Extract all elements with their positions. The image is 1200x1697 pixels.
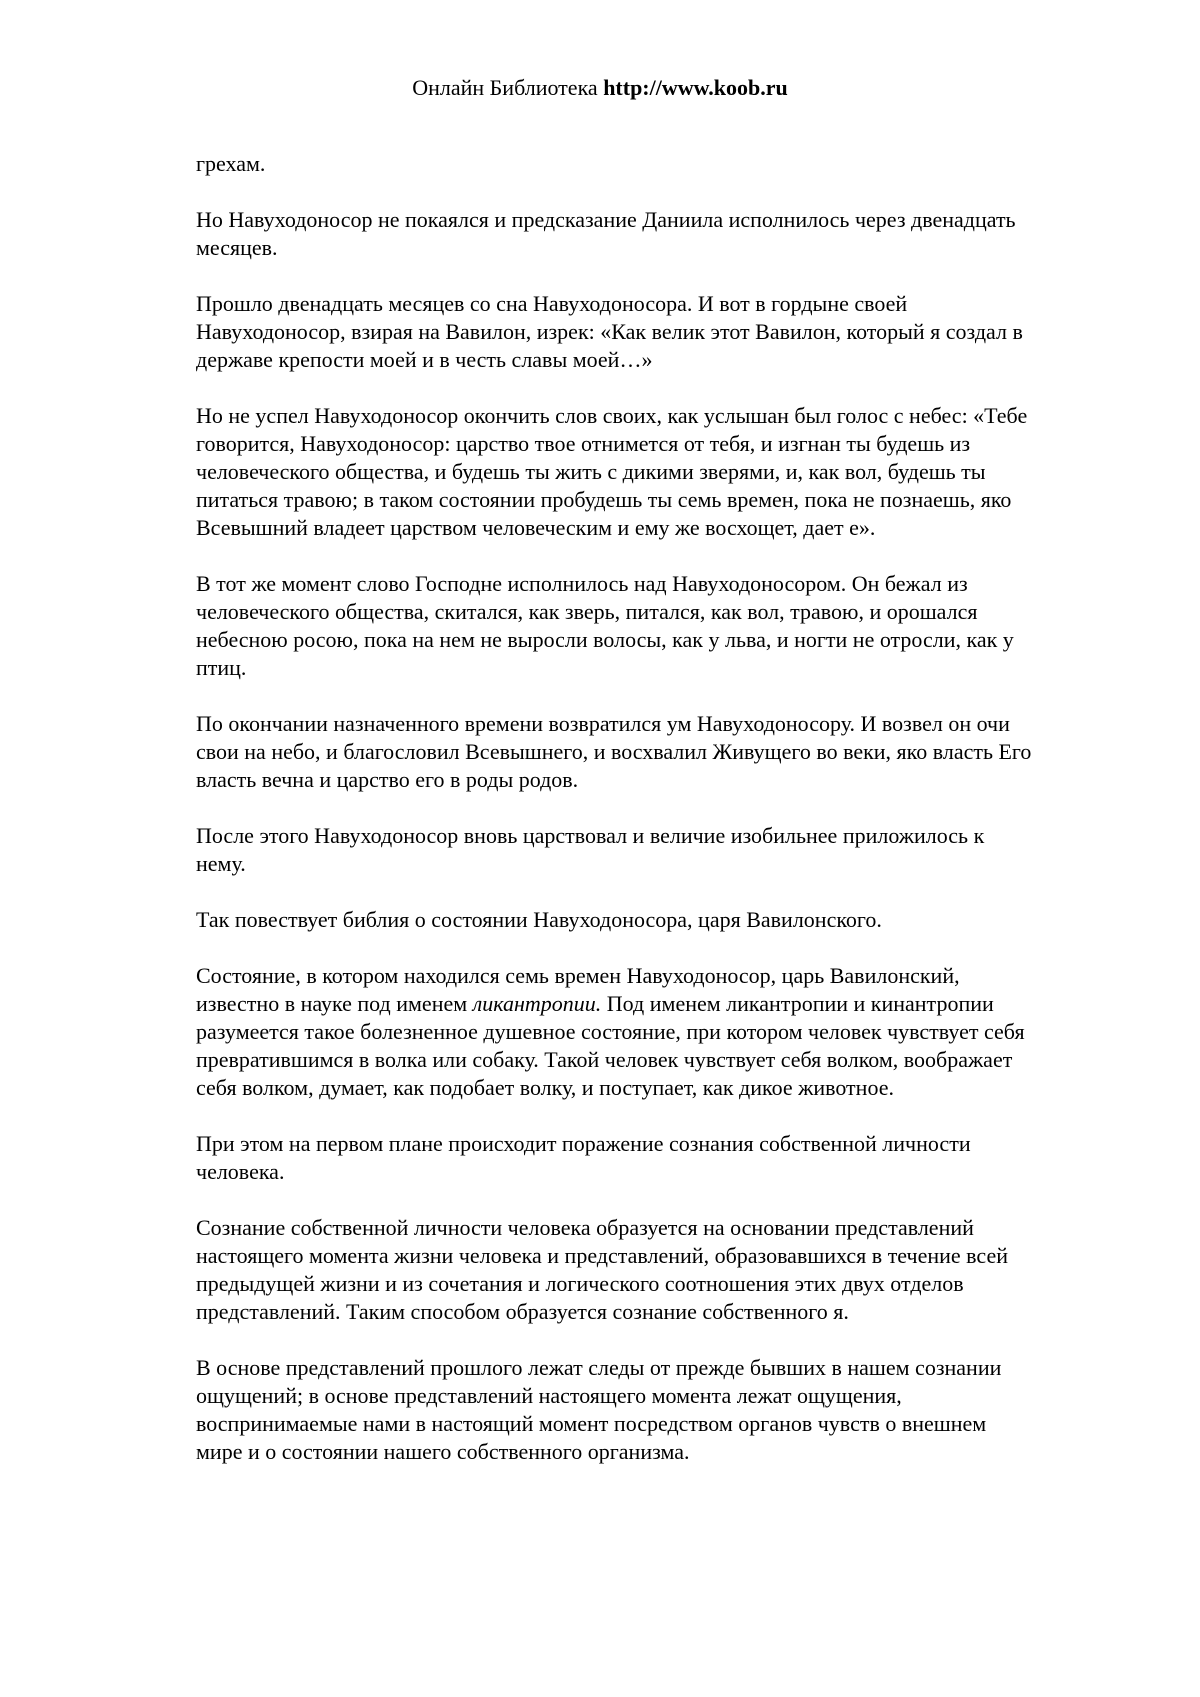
paragraph: Прошло двенадцать месяцев со сна Навуходоносора. И вот в гордыне своей Навуходоносор, взирая на Вавилон, изрек: «Как велик этот Вавилон, который я создал в державе крепости моей и в честь славы моей…»: [196, 291, 1023, 372]
paragraph: Сознание собственной личности человека образуется на основании представлений настоящего момента жизни человека и представлений, образовавшихся в течение всей предыдущей жизни и из сочетания и логического соотношения этих двух отделов представлений. Таким способом образуется сознание собственного я.: [196, 1215, 1008, 1324]
page-header: [0, 72, 1200, 104]
paragraph: В основе представлений прошлого лежат следы от прежде бывших в нашем сознании ощущений; в основе представлений настоящего момента лежат ощущения, воспринимаемые нами в настоящий момент посредством органов чувств о внешнем мире и о состоянии нашего собственного организма.: [196, 1355, 1002, 1464]
emphasized-term: ликантропии.: [472, 991, 602, 1016]
paragraph: Но не успел Навуходоносор окончить слов своих, как услышан был голос с небес: «Тебе говорится, Навуходоносор: царство твое отнимется от тебя, и изгнан ты будешь из человеческого общества, и будешь ты жить с дикими зверями, и, как вол, будешь ты питаться травою; в таком состоянии пробудешь ты семь времен, пока не познаешь, яко Всевышний владеет царством человеческим и ему же восхощет, дает е».: [196, 403, 1028, 540]
paragraph-text: Состояние, в котором находился семь времен Навуходоносор, царь Вавилонский, известно в науке под именем: [196, 963, 960, 1016]
paragraph: При этом на первом плане происходит поражение сознания собственной личности человека.: [196, 1131, 971, 1184]
paragraph: После этого Навуходоносор вновь царствовал и величие изобильнее приложилось к нему.: [196, 823, 985, 876]
paragraph: Так повествует библия о состоянии Навуходоносора, царя Вавилонского.: [196, 907, 882, 932]
body-text: [196, 150, 1036, 1494]
paragraph: грехам.: [196, 151, 266, 176]
site-url: http://www.koob.ru: [603, 75, 788, 100]
paragraph-text: Под именем ликантропии и кинантропии разумеется такое болезненное душевное состояние, при котором человек чувствует себя превратившимся в волка или собаку. Такой человек чувствует себя волком, воображает себя волком, думает, как подобает волку, и поступает, как дикое животное.: [196, 991, 1025, 1100]
paragraph: В тот же момент слово Господне исполнилось над Навуходоносором. Он бежал из человеческого общества, скитался, как зверь, питался, как вол, травою, и орошался небесною росою, пока на нем не выросли волосы, как у льва, и ногти не отросли, как у птиц.: [196, 571, 1014, 680]
lycanthropy-paragraph: [196, 962, 1036, 1102]
site-label: Онлайн Библиотека: [412, 75, 598, 100]
paragraph: Но Навуходоносор не покаялся и предсказание Даниила исполнилось через двенадцать месяцев.: [196, 207, 1016, 260]
paragraph: По окончании назначенного времени возвратился ум Навуходоносору. И возвел он очи свои на небо, и благословил Всевышнего, и восхвалил Живущего во веки, яко власть Его власть вечна и царство его в роды родов.: [196, 711, 1032, 792]
